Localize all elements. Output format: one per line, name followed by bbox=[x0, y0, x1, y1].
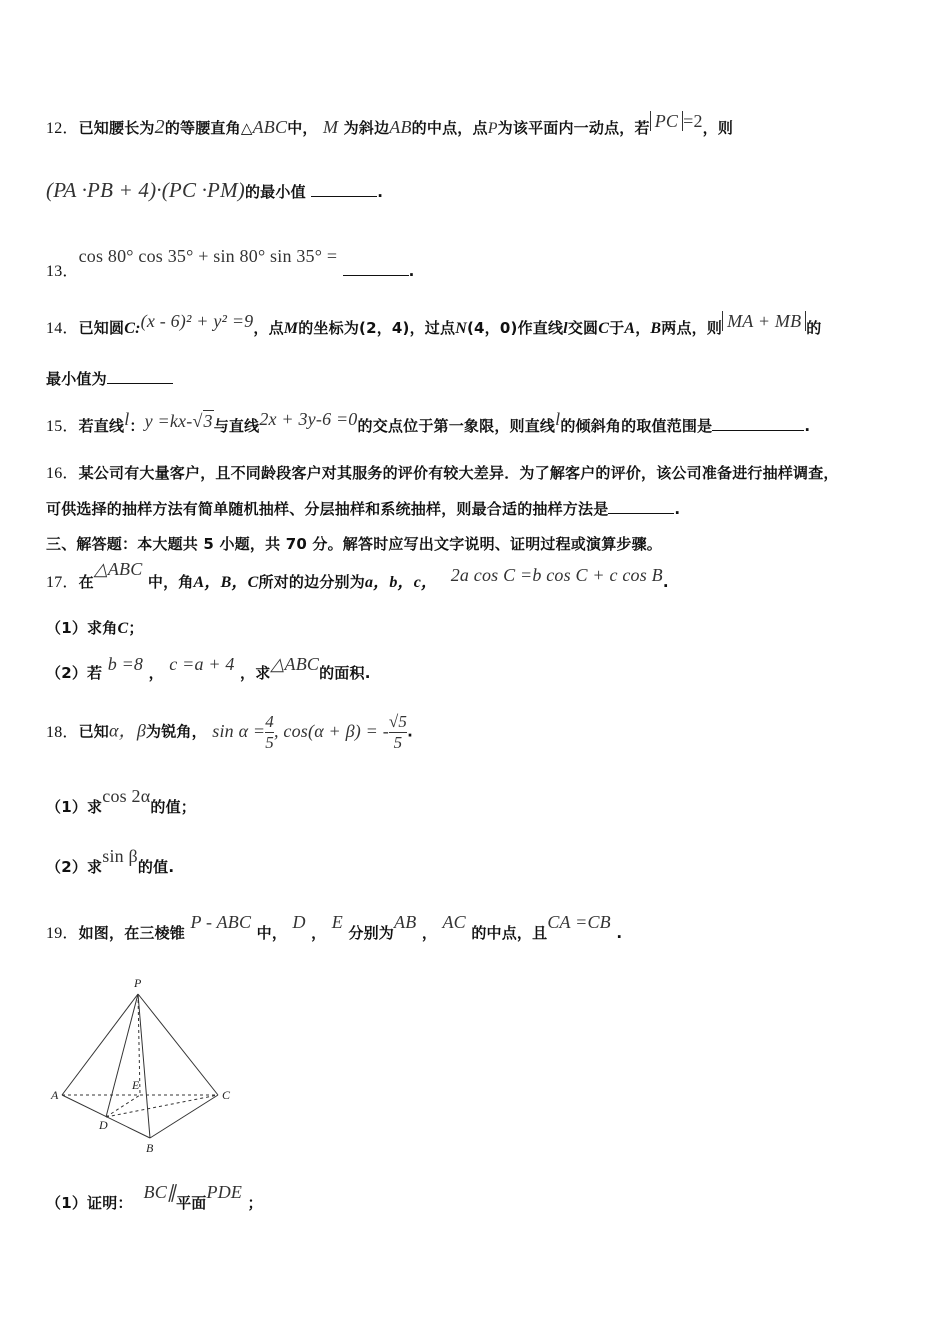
q13: 13．cos 80° cos 35° + sin 80° sin 35° = . bbox=[46, 246, 415, 280]
q14-answer-blank[interactable] bbox=[107, 369, 173, 384]
q13-answer-blank[interactable] bbox=[343, 261, 409, 276]
q12-expression: (PA ·PB + 4)·(PC ·PM) bbox=[46, 178, 245, 202]
q15-line2-eq: 2x + 3y-6 =0 bbox=[259, 409, 358, 429]
q12-line2: (PA ·PB + 4)·(PC ·PM)的最小值 . bbox=[46, 178, 384, 202]
edge-PC bbox=[138, 994, 218, 1095]
q14-number: 14． bbox=[46, 320, 79, 337]
q12-line1: 12．已知腰长为2的等腰直角△ABC中， M 为斜边AB的中点，点P为该平面内一动点，若 PC =2，则 bbox=[46, 111, 734, 138]
q17: 17．在△ABC 中，角A，B，C所对的边分别为a，b，c， 2a cos C =b cos C + c cos B. bbox=[46, 559, 669, 591]
q19-number: 19． bbox=[46, 925, 79, 942]
q18: 18．已知α，β为锐角， sin α = $\frac{4}{5}$ , cos(α + β) = - $\frac{√5}{5}$ . bbox=[46, 712, 414, 752]
q18-part2: （2）求sin β的值. bbox=[46, 846, 175, 876]
q17-part2: （2）若 b =8 ， c =a + 4 ，求△ABC的面积. bbox=[46, 654, 371, 682]
q19-part1: （1）证明： BC∥平面PDE ； bbox=[46, 1182, 263, 1212]
q16-line1: 16．某公司有大量客户，且不同龄段客户对其服务的评价有较大差异．为了解客户的评价，该公司准备进行抽样调查， bbox=[46, 464, 839, 482]
q13-number: 13． bbox=[46, 263, 79, 280]
q18-part1: （1）求cos 2α的值； bbox=[46, 786, 196, 816]
q16-number: 16． bbox=[46, 465, 79, 482]
q17-number: 17． bbox=[46, 574, 79, 591]
q15-answer-blank[interactable] bbox=[712, 416, 804, 431]
label-P: P bbox=[134, 976, 142, 990]
q12-number: 12． bbox=[46, 120, 79, 137]
edge-PA bbox=[62, 994, 138, 1095]
q14-line2: 最小值为 bbox=[46, 368, 173, 389]
q12-answer-blank[interactable] bbox=[311, 182, 377, 197]
q15: 15．若直线l：y =kx-√3与直线2x + 3y-6 =0的交点位于第一象限，则直线l的倾斜角的取值范围是 . bbox=[46, 409, 811, 435]
q15-line1-eq: y =kx-√3 bbox=[144, 411, 213, 431]
q18-number: 18． bbox=[46, 723, 79, 741]
q14-circle-eq: (x - 6)² + y² =9 bbox=[140, 311, 254, 331]
q14-line1: 14．已知圆C:(x - 6)² + y² =9，点M的坐标为(2，4)，过点N(4，0)作直线l交圆C于A，B两点，则 MA + MB 的 bbox=[46, 311, 822, 337]
q17-part1: （1）求角C； bbox=[46, 619, 144, 637]
q17-condition-eq: 2a cos C =b cos C + c cos B bbox=[450, 565, 663, 585]
q19: 19．如图，在三棱锥 P - ABC 中， D ， E 分别为AB ， AC 的中点，且CA =CB . bbox=[46, 912, 623, 942]
q18-given-eq: sin α = $\frac{4}{5}$ , cos(α + β) = - $\frac{√5}{5}$ bbox=[212, 712, 408, 752]
label-B: B bbox=[146, 1141, 154, 1155]
q13-expression: cos 80° cos 35° + sin 80° sin 35° = bbox=[78, 246, 338, 266]
tetrahedron-figure bbox=[46, 972, 246, 1162]
q16-answer-blank[interactable] bbox=[608, 499, 674, 514]
section-3-heading: 三、解答题：本大题共 5 小题，共 70 分。解答时应写出文字说明、证明过程或演算步骤。 bbox=[46, 535, 663, 553]
label-A: A bbox=[51, 1088, 59, 1102]
label-D: D bbox=[99, 1118, 108, 1132]
label-C: C bbox=[222, 1088, 231, 1102]
q14-vector-sum: MA + MB bbox=[722, 311, 806, 331]
q15-number: 15． bbox=[46, 418, 79, 435]
q16-line2: 可供选择的抽样方法有简单随机抽样、分层抽样和系统抽样，则最合适的抽样方法是 . bbox=[46, 500, 681, 518]
label-E: E bbox=[132, 1078, 140, 1092]
edge-PD bbox=[106, 994, 138, 1117]
